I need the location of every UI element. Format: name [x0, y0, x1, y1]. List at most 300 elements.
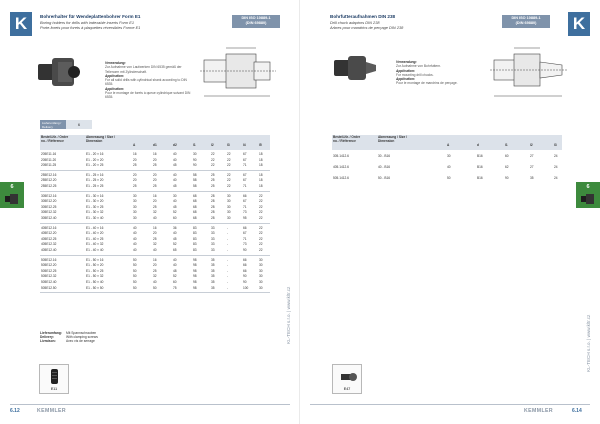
table-cell: 255E12.25: [41, 184, 57, 188]
table-cell: 73: [243, 210, 247, 215]
note-label-en: Delivery:: [40, 335, 54, 340]
col-d: d: [477, 143, 479, 147]
table-cell: 68: [193, 204, 197, 209]
table-cell: 40: [173, 152, 177, 156]
table-cell: 22: [259, 242, 263, 247]
table-cell: 40 - B16: [378, 165, 391, 169]
col-l1: l1: [505, 143, 508, 147]
table-cell: 98: [193, 263, 197, 268]
table-cell: 27: [530, 154, 534, 158]
table-cell: 20: [153, 199, 157, 204]
table-cell: 35: [211, 257, 215, 262]
table-cell: 30: [259, 268, 263, 273]
table-cell: 20: [133, 157, 137, 162]
table-cell: 40: [173, 263, 177, 268]
table-cell: 22: [227, 184, 231, 188]
table-cell: 24: [554, 154, 558, 158]
table-cell: 16: [153, 257, 157, 262]
table-cell: 68: [193, 216, 197, 220]
table-cell: 505E12.40: [41, 280, 57, 284]
note-label-fr: Livraison:: [40, 339, 56, 344]
desc-text-fr: Pour le montage de forets à queue cylindrique suivant DIN 6535.: [105, 91, 191, 100]
page-subtitle-en: Boring holders for drills with indexable inserts Form E1: [40, 20, 135, 25]
table-cell: 95: [243, 216, 247, 220]
right-catalog-page: [300, 0, 600, 424]
table-cell: 32: [153, 242, 157, 247]
table-cell: 25: [153, 204, 157, 209]
table-cell: 100: [243, 285, 249, 290]
note-value-de: Mit Spannschrauben: [66, 331, 97, 335]
table-cell: 505E12.16: [41, 257, 57, 262]
desc-heading-en: Application:: [105, 73, 125, 78]
table-cell: 22: [259, 204, 263, 209]
table-cell: 52: [173, 210, 177, 215]
table-cell: 45: [173, 184, 177, 188]
table-cell: 22: [227, 178, 231, 183]
brand-name: KEMMLER: [524, 408, 554, 414]
table-cell: 32: [153, 210, 157, 215]
din-sub-label: (DIN 69880): [515, 21, 537, 25]
table-cell: 66: [243, 268, 247, 273]
kemmler-logo: K: [568, 12, 590, 36]
table-cell: 30 - B16: [378, 154, 391, 158]
table-cell: 18: [259, 152, 263, 156]
table-cell: 50: [133, 263, 137, 268]
brand-name: KEMMLER: [37, 408, 67, 414]
desc-text-de: Zur Aufnahme von Bohrfuttern.: [396, 64, 442, 69]
table-cell: 30: [227, 216, 231, 220]
table-cell: 83: [193, 231, 197, 236]
page-title: Bohrfutteraufnahmen DIN 238: [330, 14, 396, 19]
table-cell: 305E12.16: [41, 193, 57, 198]
table-cell: 305.1412.6: [333, 154, 349, 158]
table-cell: 305E12.40: [41, 216, 57, 220]
col-l2: l2: [211, 143, 214, 147]
table-cell: 205E11.25: [41, 163, 57, 168]
table-cell: 205E11.16: [41, 152, 57, 156]
col-a: A: [447, 143, 450, 147]
table-cell: 30: [133, 216, 137, 220]
section-tab-number: 6: [586, 184, 590, 190]
table-cell: 20: [153, 172, 157, 177]
desc-heading-de: Verwendung:: [105, 61, 126, 65]
table-cell: 48: [173, 268, 177, 273]
table-cell: E1 - 40 × 32: [86, 242, 104, 247]
table-cell: 90: [243, 280, 247, 284]
desc-heading-de: Verwendung:: [396, 60, 417, 64]
table-cell: 25: [133, 163, 137, 168]
table-cell: E1 - 30 × 32: [86, 210, 104, 215]
table-cell: 50: [133, 257, 137, 262]
table-cell: 25: [153, 268, 157, 273]
table-cell: E1 - 50 × 40: [86, 280, 104, 284]
tool-holder-icon: [4, 193, 20, 205]
section-tab: [0, 182, 24, 208]
table-cell: 71: [243, 163, 247, 168]
section-tab-number: 6: [10, 184, 14, 190]
table-cell: 20: [133, 172, 137, 177]
table-cell: 22: [259, 236, 263, 241]
table-cell: 22: [259, 248, 263, 252]
table-cell: 30: [173, 193, 177, 198]
desc-text-en: For all solid drills with cylindrical shank according to DIN 6535.: [105, 78, 187, 87]
table-cell: E1 - 40 × 40: [86, 248, 104, 252]
page-subtitle-fr: Porte-forets pour forets à plaquettes réversibles Forme E1: [40, 25, 141, 30]
table-cell: E1 - 25 × 16: [86, 172, 104, 177]
col-d2: d2: [173, 143, 177, 147]
table-cell: 33: [211, 225, 215, 230]
table-cell: 22: [211, 163, 215, 168]
table-cell: 40: [173, 178, 177, 183]
table-row: [40, 163, 270, 169]
table-cell: 22: [227, 163, 231, 168]
accessory-thumbnail: [39, 364, 69, 394]
desc-text-en: For mounting drill chucks.: [396, 72, 434, 77]
table-cell: 67: [243, 152, 247, 156]
table-cell: E1 - 50 × 32: [86, 274, 104, 279]
table-cell: 50: [133, 285, 137, 290]
table-cell: 40: [133, 225, 137, 230]
key-icon: [333, 365, 363, 389]
din-standard-box: [502, 15, 550, 28]
table-cell: 25: [153, 163, 157, 168]
table-cell: 68: [193, 210, 197, 215]
table-cell: E1 - 20 × 20: [86, 157, 104, 162]
table-cell: 60: [173, 216, 177, 220]
table-cell: 22: [227, 157, 231, 162]
table-cell: E1 - 30 × 20: [86, 199, 104, 204]
col-size: Abmessung / Size / Dimension: [378, 135, 408, 143]
desc-text-de: Zur Aufnahme von Laufwerken DIN 6535 gemäß der Teilenorm mit Zylinderschaft.: [105, 65, 182, 74]
section-tab: [576, 182, 600, 208]
table-cell: 66: [243, 257, 247, 262]
din-standard-box: [232, 15, 280, 28]
table-cell: 505E12.20: [41, 263, 57, 268]
table-cell: 71: [243, 184, 247, 188]
table-cell: 22: [259, 225, 263, 230]
table-cell: 505E12.32: [41, 274, 57, 279]
table-cell: 58: [193, 172, 197, 177]
table-cell: 67: [243, 178, 247, 183]
delivery-badge-value: 6: [66, 120, 92, 129]
table-cell: 30: [259, 285, 263, 290]
page-subtitle-en: Drill chuck adaptors DIN 238: [330, 20, 380, 25]
dimension-table: [332, 135, 562, 195]
table-cell: E1 - 30 × 16: [86, 193, 104, 198]
table-cell: 45: [173, 236, 177, 241]
table-header: [40, 135, 270, 150]
table-cell: 40: [133, 248, 137, 252]
page-number: 6.14: [572, 408, 582, 414]
group-divider: [40, 255, 270, 256]
table-cell: 98: [193, 268, 197, 273]
col-l5: l5: [259, 143, 262, 147]
table-cell: E1 - 50 × 16: [86, 257, 104, 262]
table-cell: 83: [193, 225, 197, 230]
table-cell: 16: [153, 225, 157, 230]
table-cell: 83: [193, 236, 197, 241]
table-row: [40, 286, 270, 292]
table-cell: 30: [259, 257, 263, 262]
table-cell: 28: [211, 204, 215, 209]
table-cell: E1 - 50 × 50: [86, 285, 104, 290]
table-cell: 30: [447, 154, 451, 158]
din-label: DIN ISO 10889-1: [241, 16, 271, 20]
table-cell: 25: [211, 178, 215, 183]
table-cell: 98: [193, 280, 197, 284]
table-cell: 73: [243, 242, 247, 247]
table-cell: 30: [227, 210, 231, 215]
table-cell: E1 - 20 × 25: [86, 163, 104, 168]
page-number: 6.12: [10, 408, 20, 414]
table-cell: -: [227, 236, 229, 241]
table-cell: 50: [447, 176, 451, 180]
table-cell: 30: [259, 280, 263, 284]
table-cell: 35: [211, 268, 215, 273]
table-cell: 25: [153, 184, 157, 188]
table-cell: 35: [211, 280, 215, 284]
table-cell: 33: [211, 231, 215, 236]
group-divider: [40, 223, 270, 224]
group-divider: [40, 170, 270, 171]
technical-drawing: [190, 42, 282, 104]
technical-drawing: [482, 40, 574, 106]
table-cell: 255E12.20: [41, 178, 57, 183]
note-label-de: Lieferumfang:: [40, 331, 62, 335]
table-cell: 22: [259, 216, 263, 220]
thumbnail-label: E11: [50, 387, 58, 391]
page-subtitle-fr: Arbres pour mandrins de perçage DIN 238: [330, 25, 404, 30]
table-cell: 40: [173, 231, 177, 236]
table-cell: -: [227, 263, 229, 268]
table-cell: 28: [211, 210, 215, 215]
table-cell: 24: [554, 165, 558, 169]
table-cell: 25: [153, 236, 157, 241]
table-cell: 30: [227, 199, 231, 204]
table-cell: 40: [153, 280, 157, 284]
page-title: Bohrerhalter für Wendeplattenbohrer Form E1: [40, 14, 141, 19]
table-cell: B16: [477, 176, 483, 180]
table-cell: 50: [153, 285, 157, 290]
table-cell: 18: [259, 184, 263, 188]
kemmler-logo: K: [10, 12, 32, 36]
table-cell: 24: [554, 176, 558, 180]
table-cell: 20: [133, 178, 137, 183]
table-cell: 40: [447, 165, 451, 169]
table-cell: 50: [133, 280, 137, 284]
table-cell: 98: [193, 257, 197, 262]
table-cell: 28: [211, 199, 215, 204]
table-cell: 60: [173, 280, 177, 284]
col-order-no: Bestell-Nr. / Order no. / Référence: [333, 135, 361, 143]
col-size: Abmessung / Size / Dimension: [86, 135, 116, 143]
table-cell: 58: [193, 184, 197, 188]
table-cell: 22: [227, 172, 231, 177]
table-cell: 98: [193, 285, 197, 290]
delivery-notes: [40, 331, 98, 344]
table-cell: 68: [193, 193, 197, 198]
table-cell: 30: [133, 210, 137, 215]
table-cell: 83: [193, 242, 197, 247]
table-cell: 405E12.25: [41, 236, 57, 241]
table-cell: 67: [243, 199, 247, 204]
table-cell: 75: [173, 285, 177, 290]
tool-holder-icon: [580, 193, 596, 205]
table-row: [332, 176, 562, 182]
table-cell: 33: [211, 242, 215, 247]
table-cell: 33: [211, 248, 215, 252]
table-cell: 35: [211, 274, 215, 279]
table-cell: -: [227, 274, 229, 279]
table-cell: E1 - 40 × 20: [86, 231, 104, 236]
table-cell: 50 - B16: [378, 176, 391, 180]
table-cell: 30: [227, 193, 231, 198]
group-divider: [40, 292, 270, 293]
table-cell: -: [227, 231, 229, 236]
table-cell: 16: [153, 193, 157, 198]
table-cell: E1 - 50 × 20: [86, 263, 104, 268]
table-cell: 67: [243, 157, 247, 162]
left-title-block: [40, 14, 200, 30]
col-l3: l3: [554, 143, 557, 147]
table-cell: 305E12.25: [41, 204, 57, 209]
table-cell: 25: [133, 184, 137, 188]
table-cell: -: [227, 280, 229, 284]
table-cell: B16: [477, 154, 483, 158]
table-cell: E1 - 25 × 20: [86, 178, 104, 183]
description-block: [105, 61, 195, 100]
group-divider: [40, 191, 270, 192]
delivery-badge-label: Lieferumfang / Delivery: [40, 120, 66, 129]
table-header: [332, 135, 562, 150]
table-cell: 405.1412.6: [333, 165, 349, 169]
table-cell: 66: [243, 263, 247, 268]
table-cell: 50: [133, 268, 137, 273]
table-cell: -: [227, 248, 229, 252]
col-order-no: Bestell-Nr. / Order no. / Référence: [41, 135, 69, 143]
table-cell: 22: [227, 152, 231, 156]
table-cell: 27: [530, 165, 534, 169]
table-cell: 40: [173, 199, 177, 204]
note-value-fr: Avec vis de serrage: [66, 339, 95, 344]
table-cell: 58: [193, 178, 197, 183]
note-value-en: With clamping screws: [66, 335, 98, 340]
table-cell: E1 - 40 × 16: [86, 225, 104, 230]
col-l1: l1: [193, 143, 196, 147]
table-cell: 30: [133, 193, 137, 198]
table-cell: 90: [193, 163, 197, 168]
table-cell: 35: [530, 176, 534, 180]
table-cell: 22: [211, 152, 215, 156]
drill-chuck-adaptor-photo: [328, 50, 378, 90]
table-cell: 67: [243, 172, 247, 177]
table-cell: 68: [193, 199, 197, 204]
table-cell: -: [227, 285, 229, 290]
table-cell: 20: [153, 231, 157, 236]
table-cell: 22: [211, 157, 215, 162]
table-cell: 30: [133, 199, 137, 204]
table-cell: 25: [211, 172, 215, 177]
col-l4: l4: [243, 143, 246, 147]
table-cell: 255E12.16: [41, 172, 57, 177]
footer-rule: [310, 404, 590, 405]
table-cell: 52: [173, 274, 177, 279]
table-cell: 22: [259, 199, 263, 204]
table-row: [40, 216, 270, 222]
table-cell: 60: [505, 154, 509, 158]
table-cell: 22: [259, 210, 263, 215]
table-row: [40, 184, 270, 190]
table-cell: 40: [133, 231, 137, 236]
table-cell: 36: [173, 225, 177, 230]
table-cell: 25: [211, 184, 215, 188]
table-cell: 305E12.20: [41, 199, 57, 204]
table-cell: 405E12.32: [41, 242, 57, 247]
table-cell: 40: [173, 257, 177, 262]
table-cell: 405E12.40: [41, 248, 57, 252]
table-cell: 18: [259, 178, 263, 183]
table-cell: 405E12.16: [41, 225, 57, 230]
table-cell: -: [227, 268, 229, 273]
table-cell: 66: [243, 193, 247, 198]
description-block: [396, 60, 486, 86]
col-l3: l3: [227, 143, 230, 147]
table-cell: 16: [153, 152, 157, 156]
table-cell: 30: [193, 152, 197, 156]
table-cell: 22: [259, 231, 263, 236]
table-cell: 35: [211, 285, 215, 290]
table-cell: 22: [259, 193, 263, 198]
table-cell: E1 - 25 × 25: [86, 184, 104, 188]
desc-heading-fr: Application:: [105, 86, 125, 91]
table-cell: 40: [153, 248, 157, 252]
table-cell: E1 - 50 × 25: [86, 268, 104, 273]
table-cell: 32: [153, 274, 157, 279]
table-cell: 40: [153, 216, 157, 220]
table-cell: -: [227, 242, 229, 247]
right-title-block: [330, 14, 480, 30]
table-cell: 45: [173, 204, 177, 209]
table-cell: B16: [477, 165, 483, 169]
table-cell: 83: [193, 248, 197, 252]
table-cell: 20: [153, 263, 157, 268]
table-cell: 33: [211, 236, 215, 241]
table-cell: 90: [505, 176, 509, 180]
table-cell: 40: [133, 242, 137, 247]
table-cell: E1 - 30 × 40: [86, 216, 104, 220]
accessory-thumbnail: [332, 364, 362, 394]
col-d1: d1: [153, 143, 157, 147]
table-cell: 30: [259, 263, 263, 268]
desc-text-fr: Pour le montage de mandrins de perçage.: [396, 81, 458, 86]
table-cell: 40: [173, 157, 177, 162]
table-cell: 305E12.32: [41, 210, 57, 215]
table-cell: 405E12.20: [41, 231, 57, 236]
table-cell: 90: [193, 157, 197, 162]
table-cell: 20: [153, 178, 157, 183]
table-cell: 52: [173, 242, 177, 247]
table-cell: 98: [193, 274, 197, 279]
thumbnail-label: E47: [343, 387, 351, 391]
table-cell: 65: [173, 248, 177, 252]
table-cell: 67: [243, 231, 247, 236]
table-cell: 505.1412.6: [333, 176, 349, 180]
table-cell: E1 - 20 × 16: [86, 152, 104, 156]
table-cell: -: [227, 257, 229, 262]
table-row: [332, 165, 562, 171]
table-cell: -: [227, 225, 229, 230]
screw-icon: [40, 365, 70, 389]
